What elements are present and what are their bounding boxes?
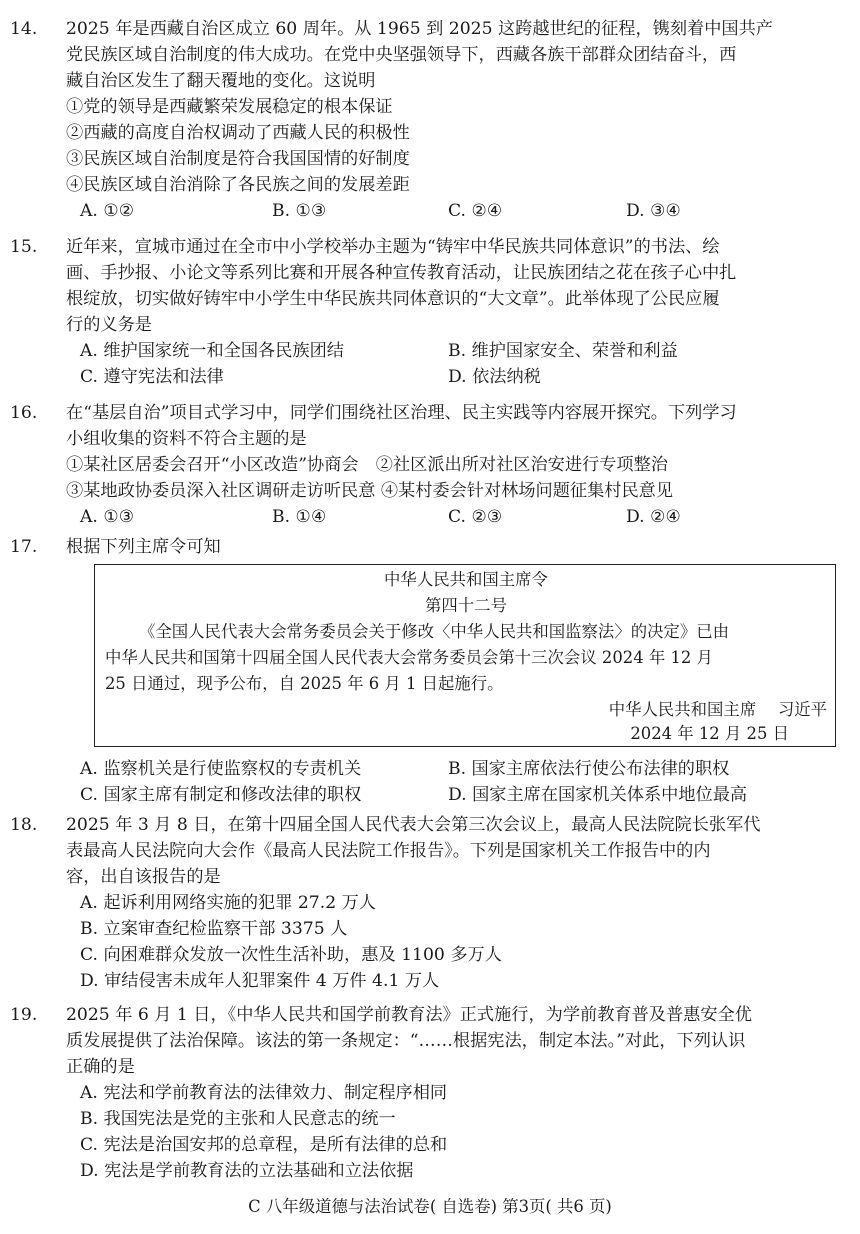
option-c[interactable]: C. ②③	[448, 507, 503, 527]
option-a[interactable]: A. ①②	[80, 201, 135, 221]
question-text: 行的义务是	[66, 315, 152, 335]
option-c[interactable]	[66, 1132, 846, 1158]
option-d[interactable]: D. 国家主席在国家机关体系中地位最高	[448, 785, 748, 805]
option-b[interactable]: B. 维护国家安全、荣誉和利益	[448, 341, 678, 361]
option-d[interactable]	[66, 1158, 846, 1184]
question-text: 画、手抄报、小论文等系列比赛和开展各种宣传教育活动，让民族团结之花在孩子心中扎	[66, 263, 737, 283]
question-text: 容，出自该报告的是	[66, 867, 221, 887]
question-text: 根绽放，切实做好铸牢中小学生中华民族共同体意识的“大文章”。此举体现了公民应履	[66, 289, 720, 309]
option-text: D. 审结侵害未成年人犯罪案件 4 万件 4.1 万人	[80, 971, 440, 991]
option-text: A. 起诉利用网络实施的犯罪 27.2 万人	[80, 893, 376, 913]
options-row	[66, 504, 846, 530]
options-row	[66, 198, 846, 224]
decree-body: 25 日通过，现予公布，自 2025 年 6 月 1 日起施行。	[105, 674, 504, 693]
question-text: 表最高人民法院向大会作《最高人民法院工作报告》。下列是国家机关工作报告中的内	[66, 841, 711, 861]
statements-3-4: ③某地政协委员深入社区调研走访听民意 ④某村委会针对林场问题征集村民意见	[66, 481, 674, 501]
option-c[interactable]	[66, 942, 846, 968]
question-text: 2025 年 3 月 8 日，在第十四届全国人民代表大会第三次会议上，最高人民法院院长张军代	[66, 815, 761, 835]
option-text: B. 立案审查纪检监察干部 3375 人	[80, 919, 348, 939]
question-number: 17.	[10, 537, 38, 557]
question-text: 藏自治区发生了翻天覆地的变化。这说明	[66, 71, 376, 91]
page-footer: C 八年级道德与法治试卷( 自选卷) 第3页( 共6 页)	[248, 1197, 612, 1216]
question-number: 14.	[10, 19, 38, 39]
question-text: 党民族区域自治制度的伟大成功。在党中央坚强领导下，西藏各族干部群众团结奋斗，西	[66, 45, 737, 65]
options-row	[66, 338, 846, 364]
option-c[interactable]: C. 国家主席有制定和修改法律的职权	[80, 785, 362, 805]
statements-1-2: ①某社区居委会召开“小区改造”协商会 ②社区派出所对社区治安进行专项整治	[66, 455, 668, 475]
option-b[interactable]: B. ①④	[272, 507, 327, 527]
question-16	[10, 400, 846, 530]
options-row	[66, 782, 846, 808]
statement-1: ①党的领导是西藏繁荣发展稳定的根本保证	[66, 97, 393, 117]
decree-date: 2024 年 12 月 25 日	[630, 724, 789, 743]
option-b[interactable]	[66, 1106, 846, 1132]
option-a[interactable]: A. 维护国家统一和全国各民族团结	[80, 341, 344, 361]
question-text: 质发展提供了法治保障。该法的第一条规定：“……根据宪法，制定本法。”对此，下列认识	[66, 1031, 746, 1051]
option-b[interactable]: B. ①③	[272, 201, 327, 221]
question-18	[10, 812, 846, 994]
decree-title: 中华人民共和国主席令	[384, 570, 548, 589]
question-14	[10, 16, 846, 224]
option-b[interactable]: B. 国家主席依法行使公布法律的职权	[448, 759, 730, 779]
question-text: 2025 年 6 月 1 日，《中华人民共和国学前教育法》正式施行，为学前教育普及普惠安全优	[66, 1005, 752, 1025]
question-17	[10, 534, 846, 560]
question-15	[10, 234, 846, 390]
question-text: 近年来，宣城市通过在全市中小学校举办主题为“铸牢中华民族共同体意识”的书法、绘	[66, 237, 720, 257]
option-c[interactable]: C. ②④	[448, 201, 503, 221]
option-text: C. 向困难群众发放一次性生活补助，惠及 1100 多万人	[80, 945, 502, 965]
option-a[interactable]: A. 监察机关是行使监察权的专责机关	[80, 759, 362, 779]
options-row	[66, 756, 846, 782]
options-row	[66, 364, 846, 390]
decree-number: 第四十二号	[425, 596, 507, 615]
decree-body: 中华人民共和国第十四届全国人民代表大会常务委员会第十三次会议 2024 年 12 月	[105, 648, 713, 667]
option-b[interactable]	[66, 916, 846, 942]
question-number: 18.	[10, 815, 38, 835]
question-number: 15.	[10, 237, 38, 257]
statement-4: ④民族区域自治消除了各民族之间的发展差距	[66, 175, 410, 195]
question-text: 在“基层自治”项目式学习中，同学们围绕社区治理、民主实践等内容展开探究。下列学习	[66, 403, 737, 423]
option-d[interactable]	[66, 968, 846, 994]
option-text: B. 我国宪法是党的主张和人民意志的统一	[80, 1109, 396, 1129]
decree-signer: 中华人民共和国主席 习近平	[608, 700, 827, 719]
question-number: 16.	[10, 403, 38, 423]
presidential-decree-box	[94, 564, 836, 747]
question-text: 正确的是	[66, 1057, 135, 1077]
question-text: 小组收集的资料不符合主题的是	[66, 429, 307, 449]
option-d[interactable]: D. 依法纳税	[448, 367, 541, 387]
statement-3: ③民族区域自治制度是符合我国国情的好制度	[66, 149, 410, 169]
question-text: 根据下列主席令可知	[66, 537, 221, 557]
option-text: D. 宪法是学前教育法的立法基础和立法依据	[80, 1161, 414, 1181]
option-d[interactable]: D. ②④	[626, 507, 681, 527]
option-text: C. 宪法是治国安邦的总章程，是所有法律的总和	[80, 1135, 448, 1155]
question-17-options	[66, 756, 846, 808]
option-a[interactable]	[66, 890, 846, 916]
question-text: 2025 年是西藏自治区成立 60 周年。从 1965 到 2025 这跨越世纪的征程，镌刻着中国共产	[66, 19, 773, 39]
decree-body: 《全国人民代表大会常务委员会关于修改〈中华人民共和国监察法〉的决定》已由	[139, 622, 730, 641]
option-text: A. 宪法和学前教育法的法律效力、制定程序相同	[80, 1083, 448, 1103]
statement-2: ②西藏的高度自治权调动了西藏人民的积极性	[66, 123, 410, 143]
question-19	[10, 1002, 846, 1184]
option-a[interactable]: A. ①③	[80, 507, 135, 527]
option-c[interactable]: C. 遵守宪法和法律	[80, 367, 224, 387]
option-d[interactable]: D. ③④	[626, 201, 681, 221]
question-number: 19.	[10, 1005, 38, 1025]
option-a[interactable]	[66, 1080, 846, 1106]
